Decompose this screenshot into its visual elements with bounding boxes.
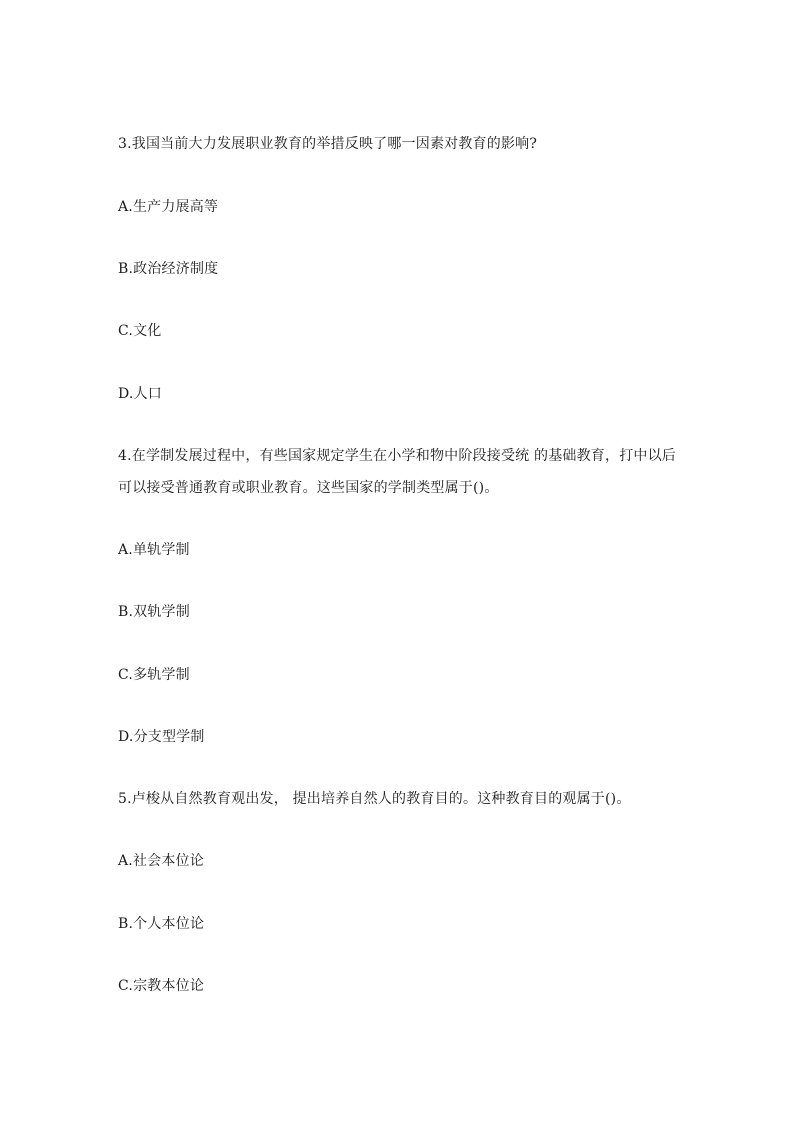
question-5-option-b: B.个人本位论 [118,916,205,932]
question-4-option-d: D.分支型学制 [118,729,205,745]
question-4-option-b: B.双轨学制 [118,604,190,620]
question-3-option-b: B.政治经济制度 [118,261,219,277]
question-4-stem-line-1: 4.在学制发展过程中，有些国家规定学生在小学和物中阶段接受统 的基础教育，打中以后 [118,448,677,464]
question-3-option-c: C.文化 [118,323,162,339]
question-4-option-a: A.单轨学制 [118,542,190,558]
question-5-option-c: C.宗教本位论 [118,978,205,994]
question-4-stem-line-2: 可以接受普通教育或职业教育。这些国家的学制类型属于()。 [118,480,499,496]
question-3-option-a: A.生产力展高等 [118,199,219,215]
question-4-option-c: C.多轨学制 [118,667,190,683]
question-3-option-d: D.人口 [118,386,162,402]
question-3-stem: 3.我国当前大力发展职业教育的举措反映了哪一因素对教育的影响? [118,136,538,152]
question-5-stem: 5.卢梭从自然教育观出发， 提出培养自然人的教育目的。这种教育目的观属于()。 [118,791,631,807]
question-5-option-a: A.社会本位论 [118,853,204,869]
